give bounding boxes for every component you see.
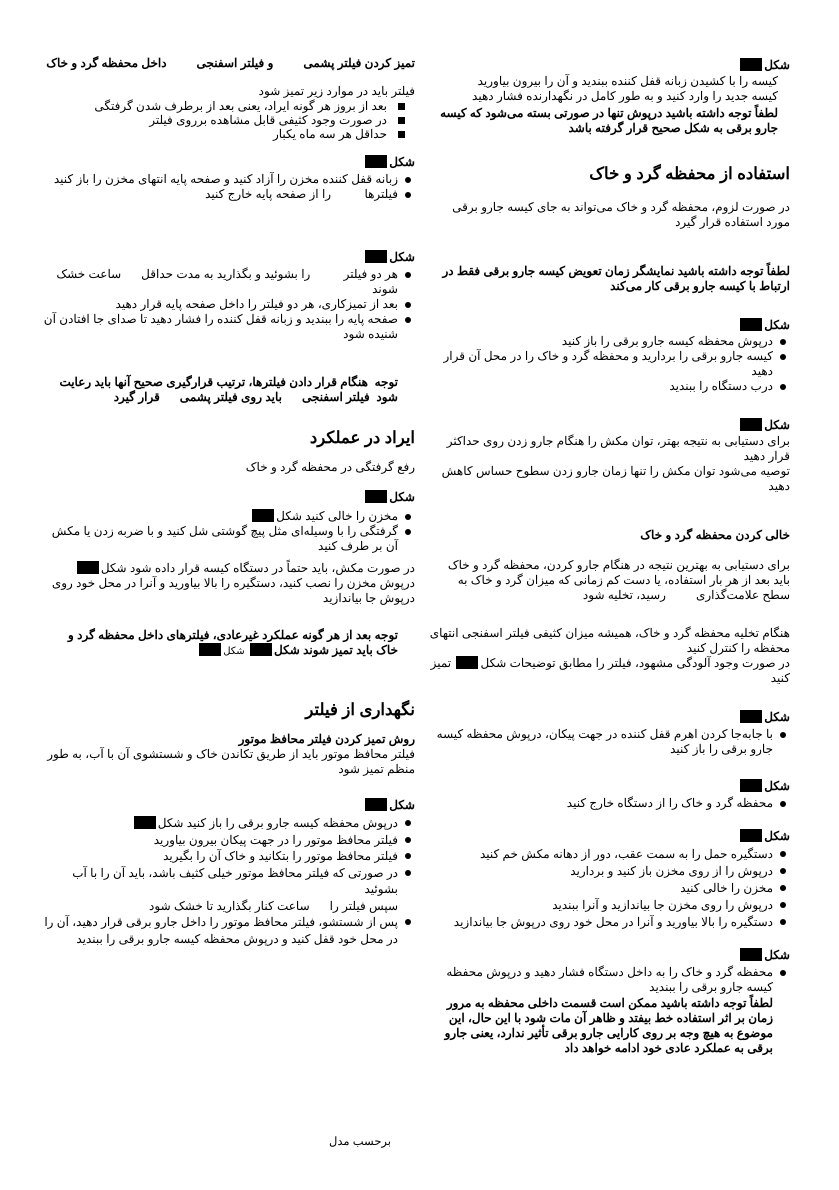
figure-number-box xyxy=(250,643,272,656)
figure-label: شکل xyxy=(389,250,415,264)
list-item: حداقل هر سه ماه یکبار xyxy=(43,127,415,141)
paragraph: فیلتر باید در موارد زیر تمیز شود xyxy=(258,84,415,98)
figure-number-box xyxy=(365,798,387,811)
text-line: کیسه جدید را وارد کنید و به طور کامل در نگهدارنده فشار دهید xyxy=(472,89,778,103)
list-item: فیلتر محافظ موتور را بتکانید و خاک آن را بگیرید xyxy=(43,848,415,865)
figure-caption xyxy=(43,155,415,170)
text: در صورت وجود آلودگی مشهود، فیلتر را مطابق توضیحات شکل xyxy=(480,656,790,670)
subheading: رفع گرفتگی در محفظه گرد و خاک xyxy=(245,460,415,474)
figure-label: شکل xyxy=(764,418,790,432)
list-item: درپوش محفظه کیسه جارو برقی را باز کنید xyxy=(428,334,790,349)
list-item: پس از شستشو، فیلتر محافظ موتور را داخل جارو برقی قرار دهید، آن را در محل خود قفل کنید و درپوش محفظه کیسه جارو برقی را ببندید xyxy=(43,914,415,947)
figure-number-box xyxy=(740,318,762,331)
footer-note: برحسب مدل xyxy=(329,1136,391,1148)
figure-label: شکل xyxy=(764,829,790,843)
subheading: روش تمیز کردن فیلتر محافظ موتور xyxy=(238,732,415,746)
figure-number-box xyxy=(365,250,387,263)
list-item: با جابه‌جا کردن اهرم قفل کننده در جهت پیکان، درپوش محفظه کیسه جارو برقی را باز کنید xyxy=(428,727,790,757)
section-heading: استفاده از محفظه گرد و خاک xyxy=(589,165,790,183)
bullet-list xyxy=(43,815,415,947)
figure-number-box xyxy=(199,643,221,656)
figure-caption xyxy=(428,58,790,73)
list-item: بعد از تمیزکاری، هر دو فیلتر را داخل صفحه پایه قرار دهید xyxy=(43,297,415,312)
square-list xyxy=(43,99,415,141)
figure-label: شکل xyxy=(389,490,415,504)
bullet-list xyxy=(428,334,790,394)
list-item: هر دو فیلتر را بشوئید و بگذارید به مدت حداقل ساعت خشک شوند xyxy=(43,267,415,297)
list-item: صفحه پایه را ببندید و زبانه قفل کننده را فشار دهید تا صدای جا افتادن آن شنیده شود xyxy=(43,312,415,342)
text: توجه بعد از هر گونه عملکرد غیرعادی، فیلترهای داخل محفظه گرد و خاک باید تمیز شوند شکل xyxy=(68,628,398,657)
note: توجه هنگام قرار دادن فیلترها، ترتیب قرارگیری صحیح آنها باید رعایت شود فیلتر اسفنجی باید روی فیلتر پشمی قرار گیرد xyxy=(56,375,398,404)
figure-number-box xyxy=(740,58,762,71)
list-item: کیسه جارو برقی را بردارید و محفظه گرد و خاک را در محل آن قرار دهید xyxy=(428,349,790,379)
bullet-list xyxy=(428,965,790,995)
paragraph xyxy=(428,434,790,494)
figure-number-box xyxy=(456,656,478,669)
figure-number-box xyxy=(740,418,762,431)
list-item: در صورت وجود کثیفی قابل مشاهده برروی فیلتر xyxy=(43,113,415,127)
figure-number-box xyxy=(252,509,274,522)
paragraph: فیلتر محافظ موتور باید از طریق تکاندن خاک و شستشوی آن با آب، به طور منظم تمیز شود xyxy=(47,747,415,776)
list-item xyxy=(43,509,415,524)
figure-number-box xyxy=(740,710,762,723)
list-item: بعد از بروز هر گونه ایراد، یعنی بعد از برطرف شدن گرفتگی xyxy=(43,99,415,113)
paragraph xyxy=(428,558,790,603)
figure-number-box xyxy=(134,816,156,829)
figure-caption xyxy=(428,779,790,794)
text: برای دستیابی به بهترین نتیجه در هنگام جارو کردن، محفظه گرد و خاک باید بعد از هر بار استفاده، یا دست کم زمانی که میزان گرد و خاک به سطح علامت‌گذاری xyxy=(447,558,790,602)
section-heading: نگهداری از فیلتر xyxy=(305,701,415,719)
note: لطفاً توجه داشته باشید نمایشگر زمان تعویض کیسه جارو برقی فقط در ارتباط با کیسه جارو برقی کار می‌کند xyxy=(442,264,790,293)
figure-caption xyxy=(428,418,790,433)
figure-caption xyxy=(428,710,790,725)
list-item: مخزن را خالی کنید xyxy=(428,880,790,897)
bullet-list xyxy=(43,172,415,202)
figure-number-box xyxy=(740,779,762,792)
figure-label: شکل xyxy=(764,710,790,724)
subheading: خالی کردن محفظه گرد و خاک xyxy=(640,528,790,542)
text-line: برای دستیابی به نتیجه بهتر، توان مکش را هنگام جارو زدن روی حداکثر قرار دهید xyxy=(446,434,790,463)
section-heading: ایراد در عملکرد xyxy=(309,429,415,447)
list-item: درپوش را از روی مخزن باز کنید و بردارید xyxy=(428,863,790,880)
list-item: سپس فیلتر را ساعت کنار بگذارید تا خشک شود xyxy=(149,898,398,913)
bag-steps xyxy=(428,74,790,136)
list-item: فیلتر محافظ موتور را در جهت پیکان بیرون بیاورید xyxy=(43,832,415,849)
figure-caption xyxy=(428,829,790,844)
list-item: زبانه قفل کننده مخزن را آزاد کنید و صفحه پایه انتهای مخزن را باز کنید xyxy=(43,172,415,187)
list-item: دستگیره حمل را به سمت عقب، دور از دهانه مکش خم کنید xyxy=(428,846,790,863)
text-line: کیسه را با کشیدن زبانه قفل کننده ببندید و آن را بیرون بیاورید xyxy=(477,74,778,88)
list-item: درپوش را روی مخزن جا بیاندازید و آنرا ببندید xyxy=(428,897,790,914)
text-line: هنگام تخلیه محفظه گرد و خاک، همیشه میزان کثیفی فیلتر اسفنجی انتهای محفظه را کنترل کنید xyxy=(429,626,790,655)
figure-number-box xyxy=(365,490,387,503)
list-item: محفظه گرد و خاک را به داخل دستگاه فشار دهید و درپوش محفظه کیسه جارو برقی را ببندید xyxy=(428,965,790,995)
list-item: درب دستگاه را ببندید xyxy=(428,379,790,394)
figure-caption xyxy=(43,250,415,265)
figure-label: شکل xyxy=(764,58,790,72)
text: در صورت مکش، باید حتماً در دستگاه کیسه قرار داده شود شکل xyxy=(100,561,415,575)
list-item xyxy=(43,815,415,832)
figure-label: شکل xyxy=(389,798,415,812)
bullet-list xyxy=(428,796,790,811)
note xyxy=(43,628,415,659)
bullet-list xyxy=(428,846,790,931)
figure-label: شکل xyxy=(764,779,790,793)
figure-number-box xyxy=(740,829,762,842)
figure-caption xyxy=(428,318,790,333)
text: و فیلتر اسفنجی xyxy=(196,56,274,70)
figure-label: شکل xyxy=(764,948,790,962)
bullet-list xyxy=(428,727,790,757)
note: لطفاً توجه داشته باشید درپوش تنها در صورتی بسته می‌شود که کیسه جارو برقی به شکل صحیح قرار گرفته باشد xyxy=(440,106,778,135)
text: درپوش محفظه کیسه جارو برقی را باز کنید شکل xyxy=(157,816,398,830)
paragraph xyxy=(43,561,415,606)
text: تمیز کردن فیلتر پشمی xyxy=(303,56,415,70)
list-item: در صورتی که فیلتر محافظ موتور خیلی کثیف باشد، باید آن را با آب بشوئید xyxy=(43,865,415,898)
figure-caption xyxy=(428,948,790,963)
paragraph: در صورت لزوم، محفظه گرد و خاک می‌تواند به جای کیسه جارو برقی مورد استفاده قرار گیرد xyxy=(452,200,790,229)
figure-number-box xyxy=(740,948,762,961)
note: لطفاً توجه داشته باشید ممکن است قسمت داخلی محفظه به مرور زمان بر اثر استفاده خط بیفتد و ظاهر آن مات شود با این حال، این موضوع به هیچ وجه بر روی کارایی جارو برقی تأثیر ندارد، یعنی جارو برقی به عملکرد عادی خود ادامه خواهد داد xyxy=(444,996,773,1055)
text-line: توصیه می‌شود توان مکش را تنها زمان جارو زدن سطوح حساس کاهش دهید xyxy=(441,464,790,493)
figure-label: شکل xyxy=(389,155,415,169)
text: تمیز کنید xyxy=(430,656,790,685)
section-title xyxy=(43,56,415,71)
list-item: فیلترها را از صفحه پایه خارج کنید xyxy=(43,187,415,202)
list-item: دستگیره را بالا بیاورید و آنرا در محل خود روی درپوش جا بیاندازید xyxy=(428,914,790,931)
bullet-list xyxy=(43,267,415,342)
figure-number-box xyxy=(77,561,99,574)
figure-label: شکل xyxy=(223,646,245,657)
text: رسید، تخلیه شود xyxy=(582,588,666,602)
figure-label: شکل xyxy=(764,318,790,332)
text: درپوش مخزن را نصب کنید، دستگیره را بالا بیاورید و آنرا در محل خود روی درپوش جا بیاندازید xyxy=(51,576,415,605)
bullet-list xyxy=(43,509,415,554)
list-item: گرفتگی را با وسیله‌ای مثل پیچ گوشتی شل کنید و با ضربه زدن یا مکش آن بر طرف کنید xyxy=(43,524,415,554)
text: داخل محفظه گرد و خاک xyxy=(46,56,167,70)
figure-number-box xyxy=(365,155,387,168)
figure-caption xyxy=(43,490,415,505)
figure-caption xyxy=(43,798,415,813)
paragraph xyxy=(428,626,790,686)
list-item: محفظه گرد و خاک را از دستگاه خارج کنید xyxy=(428,796,790,811)
text: مخزن را خالی کنید شکل xyxy=(276,509,398,523)
